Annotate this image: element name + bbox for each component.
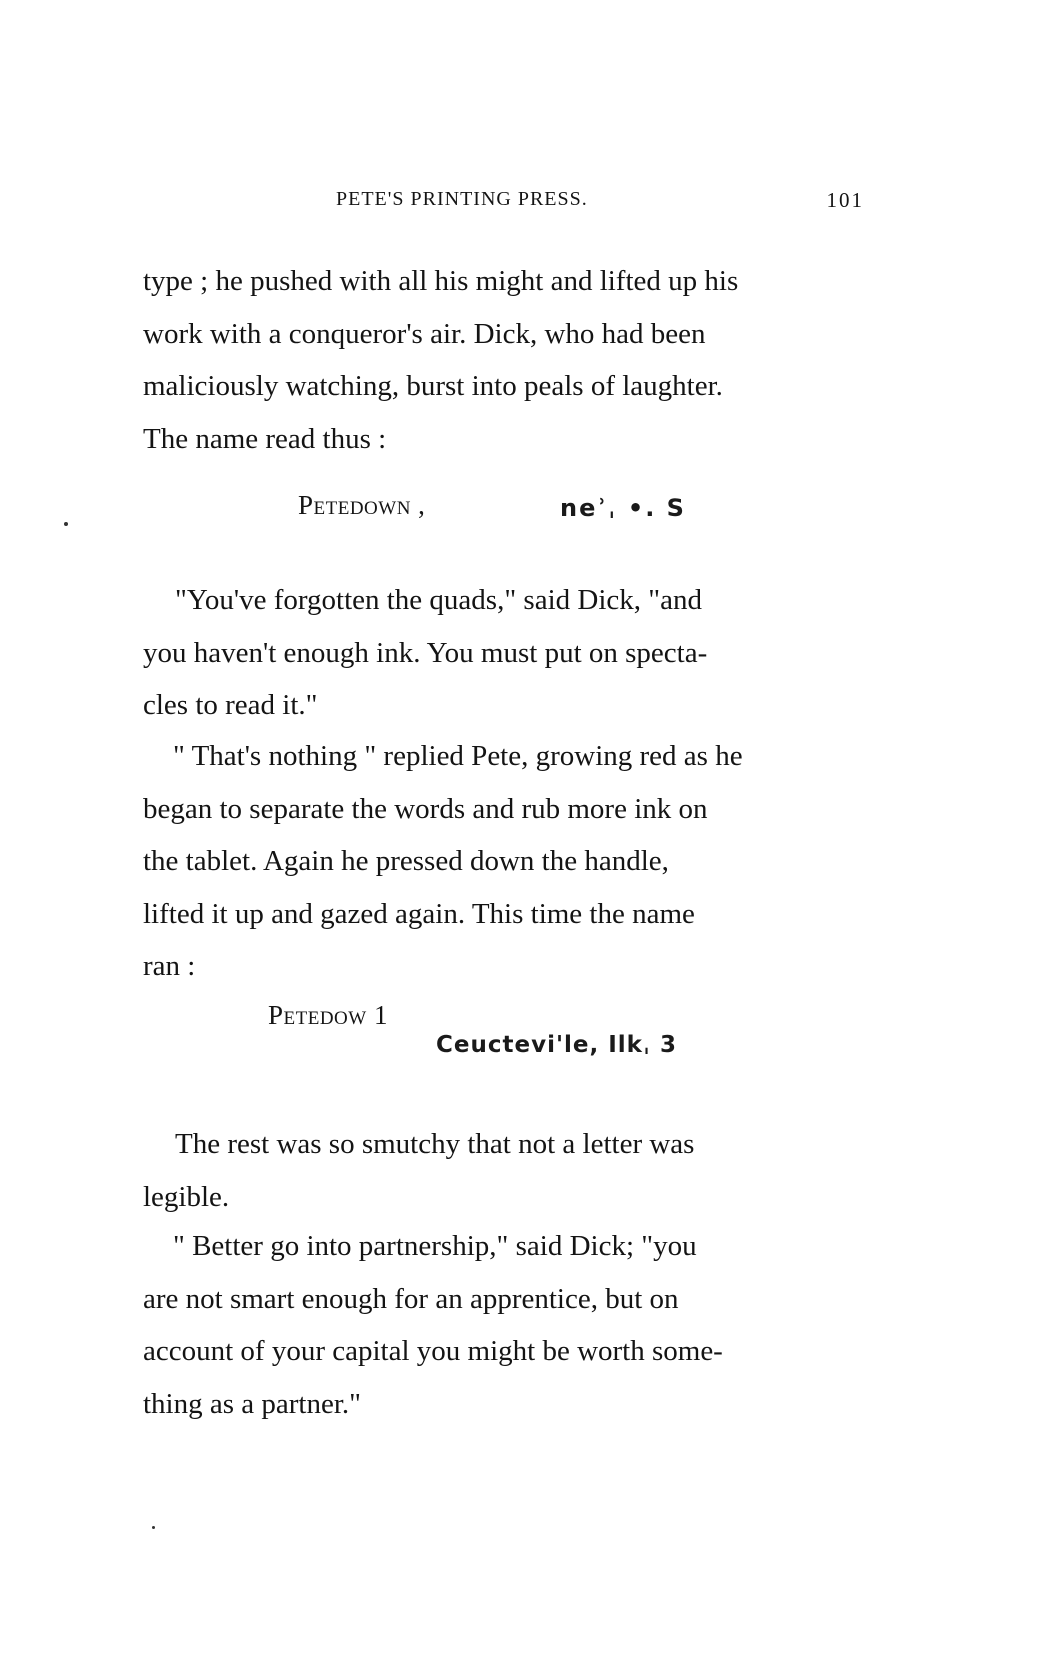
text-line: lifted it up and gazed again. This time the name (143, 897, 695, 930)
text-line: thing as a partner." (143, 1387, 361, 1420)
text-line: are not smart enough for an apprentice, but on (143, 1282, 679, 1315)
text-line: ran : (143, 950, 196, 983)
text-line: " That's nothing " replied Pete, growing red as he (173, 740, 743, 772)
text-line: work with a conqueror's air. Dick, who had been (143, 317, 706, 350)
text-line: "You've forgotten the quads," said Dick, "and (175, 584, 702, 616)
printed-name-second: Petedow 1 (268, 1000, 388, 1030)
text-line: account of your capital you might be worth some- (143, 1335, 723, 1368)
paragraph-2 (143, 574, 867, 732)
text-line: The name read thus : (143, 422, 387, 455)
text-line: type ; he pushed with all his might and lifted up his (143, 265, 739, 297)
running-head (140, 188, 864, 218)
text-line: you haven't enough ink. You must put on specta- (143, 636, 708, 669)
paragraph-4 (143, 1118, 867, 1223)
text-line: the tablet. Again he pressed down the handle, (143, 845, 669, 878)
paragraph-3 (143, 730, 867, 993)
page-number: 101 (826, 188, 864, 212)
text-line: legible. (143, 1180, 230, 1213)
text-line: The rest was so smutchy that not a letter was (175, 1128, 695, 1160)
paragraph-5 (143, 1220, 867, 1430)
stray-mark (152, 1526, 155, 1529)
text-line: maliciously watching, burst into peals of laughter. (143, 370, 723, 403)
text-line: began to separate the words and rub more ink on (143, 792, 708, 825)
stray-mark (64, 522, 68, 526)
smudged-print-second: Ceuctevi'le, Ilkˌ 3 (436, 1032, 678, 1058)
text-line: cles to read it." (143, 689, 318, 722)
text-line: " Better go into partnership," said Dick; "you (173, 1230, 697, 1262)
running-title: PETE'S PRINTING PRESS. (336, 188, 588, 210)
paragraph-1 (143, 255, 867, 465)
printed-name-first: Petedown , (298, 490, 426, 520)
smudged-print-first: neʾˌ •. S (560, 494, 686, 522)
